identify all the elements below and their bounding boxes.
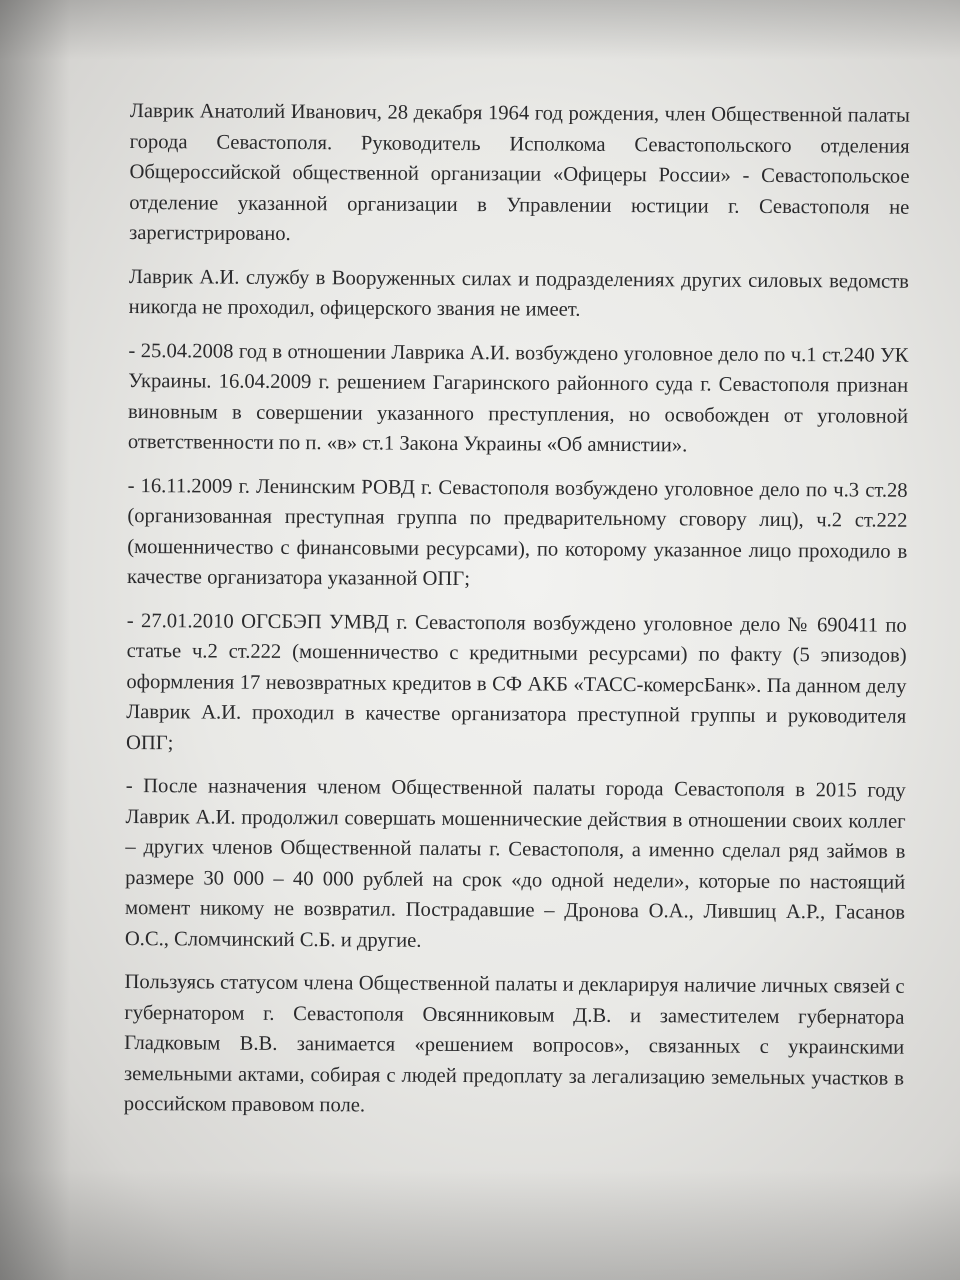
paper-shadow-top [0,0,960,60]
paragraph-case-2009: - 16.11.2009 г. Ленинским РОВД г. Севастополя возбуждено уголовное дело по ч.3 ст.28 (организованная преступная группа по предварительному сговору лиц), ч.2 ст.222 (мошенничество с финансовыми ресурсами), по которому указанное лицо проходило в качестве организатора указанной ОПГ; [126,474,908,591]
paragraph-biography: Лаврик Анатолий Иванович, 28 декабря 1964 год рождения, член Общественной палаты города Севастополя. Руководитель Исполкома Севастопольского отделения Общероссийской общественной организации «Офицеры России» - Севастопольское отделение указанной организации в Управлении юстиции г. Севастополя не зарегистрировано. [129,99,910,245]
document-body [124,96,910,1137]
paragraph-service: Лаврик А.И. службу в Вооруженных силах и подразделениях других силовых ведомств никогда не проходил, офицерского звания не имеет. [128,265,909,321]
paper-shadow-left [0,0,70,1280]
paragraph-case-2010: - 27.01.2010 ОГСБЭП УМВД г. Севастополя возбуждено уголовное дело № 690411 по статье ч.2 ст.222 (мошенничество с кредитными ресурсами) по факту (5 эпизодов) оформления 17 невозвратных кредитов в СФ АКБ «ТАСС-комерсБанк». Па данном делу Лаврик А.И. проходил в качестве организатора преступной группы и руководителя ОПГ; [125,609,907,754]
paragraph-case-2008: - 25.04.2008 год в отношении Лаврика А.И. возбуждено уголовное дело по ч.1 ст.240 УК Украины. 16.04.2009 г. решением Гагаринского районного суда г. Севастополя признан виновным в совершении указанного преступления, но освобожден от уголовной ответственности по п. «в» ст.1 Закона Украины «Об амнистии». [127,339,909,457]
paragraph-land-acts: Пользуясь статусом члена Общественной палаты и декларируя наличие личных связей с губернатором г. Севастополя Овсянниковым Д.В. и заместителем губернатора Гладковым В.В. занимается «решением вопросов», связанных с украинскими земельными актами, собирая с людей предоплату за легализацию земельных участков в российском правовом поле. [123,970,905,1117]
paper-shadow-bottom [0,1170,960,1280]
paragraph-loans-2015: - После назначения членом Общественной палаты города Севастополя в 2015 году Лаврик А.И. продолжил совершать мошеннические действия в отношении своих коллег – других членов Общественной палаты г. Севастополя, а именно сделал ряд займов в размере 30 000 – 40 000 рублей на срок «до одной недели», которые по настоящий момент никому не возвратил. Пострадавшие – Дронова О.А., Лившиц А.Р., Гасанов О.С., Сломчинский С.Б. и другие. [124,774,906,952]
